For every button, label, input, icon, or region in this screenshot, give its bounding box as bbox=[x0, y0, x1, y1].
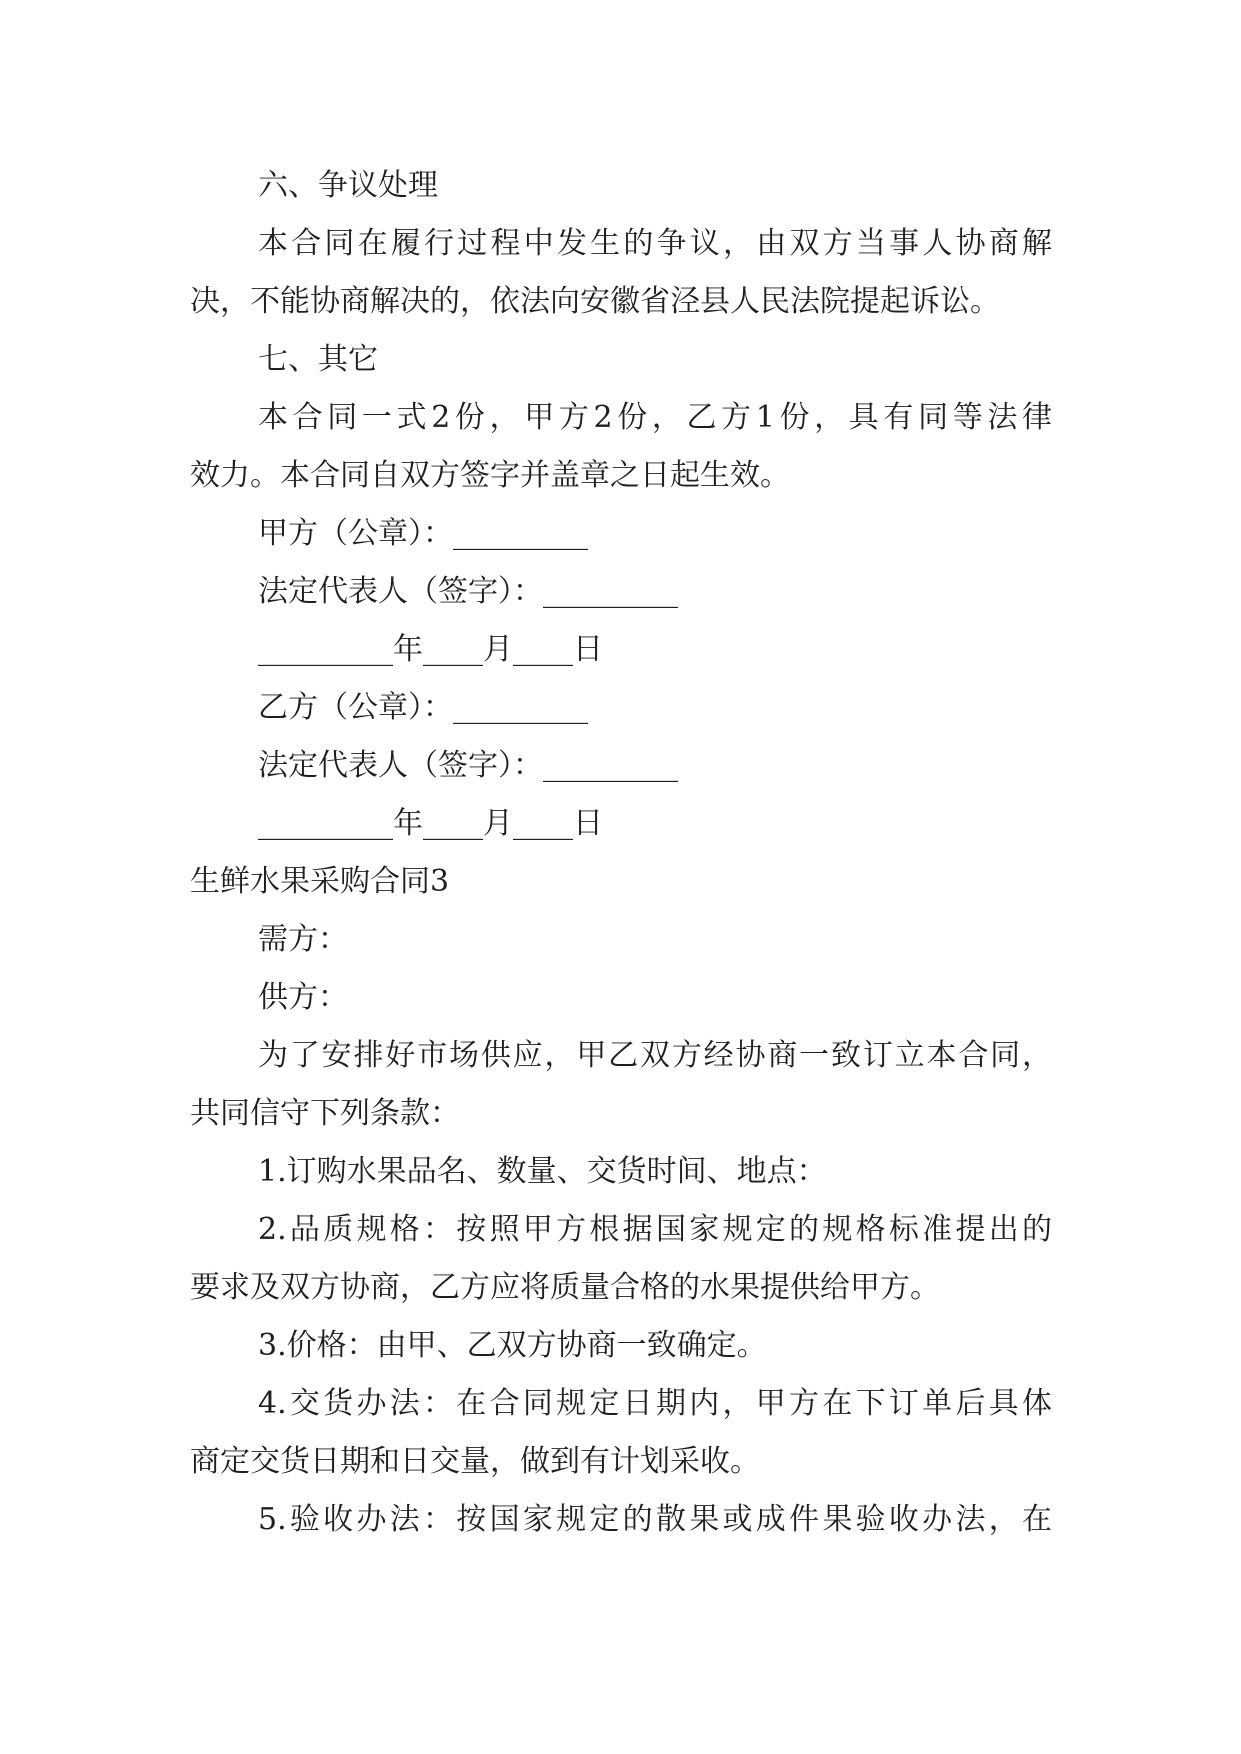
paragraph-line: 决，不能协商解决的，依法向安徽省泾县人民法院提起诉讼。 bbox=[190, 284, 1000, 319]
section-heading-dispute: 六、争议处理 bbox=[258, 168, 438, 203]
paragraph-line: 商定交货日期和日交量，做到有计划采收。 bbox=[190, 1444, 760, 1479]
clause-2: 2.品质规格：按照甲方根据国家规定的规格标准提出的 bbox=[258, 1212, 1052, 1247]
paragraph-line: 要求及双方协商，乙方应将质量合格的水果提供给甲方。 bbox=[190, 1270, 940, 1305]
paragraph-line: 效力。本合同自双方签字并盖章之日起生效。 bbox=[190, 458, 790, 493]
clause-5: 5.验收办法：按国家规定的散果或成件果验收办法，在 bbox=[258, 1502, 1052, 1537]
paragraph-line: 共同信守下列条款： bbox=[190, 1096, 460, 1131]
party-b-representative-line: 法定代表人（签字）：_________ bbox=[258, 748, 678, 783]
paragraph-line: 本合同一式2份，甲方2份，乙方1份，具有同等法律 bbox=[258, 400, 1052, 435]
party-b-seal-line: 乙方（公章）：_________ bbox=[258, 690, 588, 725]
party-a-date-line: _________年____月____日 bbox=[258, 632, 603, 667]
buyer-line: 需方： bbox=[258, 922, 348, 957]
contract-title: 生鲜水果采购合同3 bbox=[190, 864, 450, 899]
clause-3: 3.价格：由甲、乙双方协商一致确定。 bbox=[258, 1328, 767, 1363]
section-heading-other: 七、其它 bbox=[258, 342, 378, 377]
supplier-line: 供方： bbox=[258, 980, 348, 1015]
clause-1: 1.订购水果品名、数量、交货时间、地点： bbox=[258, 1154, 827, 1189]
clause-4: 4.交货办法：在合同规定日期内，甲方在下订单后具体 bbox=[258, 1386, 1052, 1421]
paragraph-line: 本合同在履行过程中发生的争议，由双方当事人协商解 bbox=[258, 226, 1052, 261]
party-a-representative-line: 法定代表人（签字）：_________ bbox=[258, 574, 678, 609]
party-a-seal-line: 甲方（公章）：_________ bbox=[258, 516, 588, 551]
paragraph-line: 为了安排好市场供应，甲乙双方经协商一致订立本合同， bbox=[258, 1038, 1052, 1073]
party-b-date-line: _________年____月____日 bbox=[258, 806, 603, 841]
